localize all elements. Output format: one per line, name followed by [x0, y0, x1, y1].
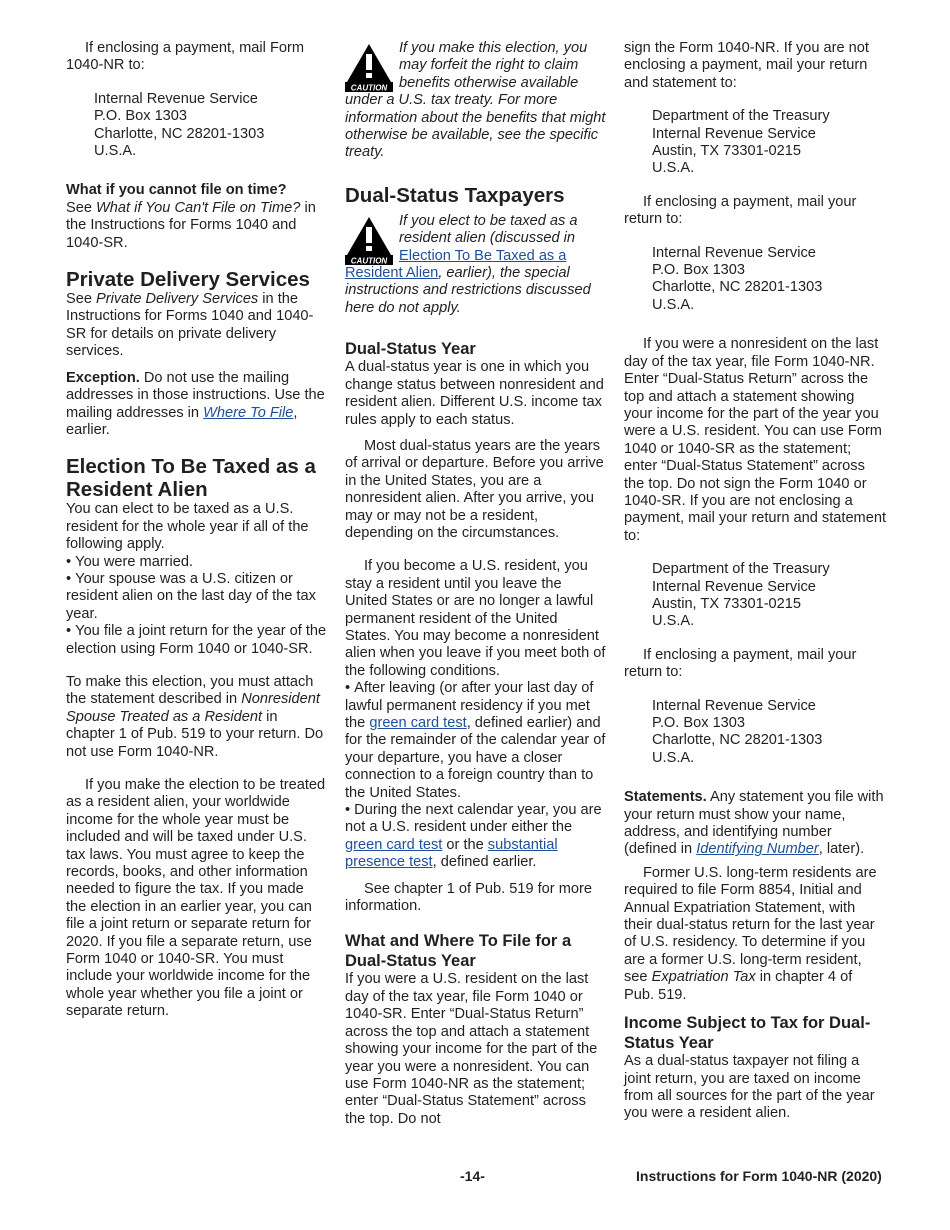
- address-line: Internal Revenue Service: [652, 578, 816, 595]
- address-line: U.S.A.: [652, 296, 695, 313]
- italic-ref: What if You Can't File on Time?: [96, 199, 301, 216]
- caution-icon: [345, 42, 393, 92]
- italic-ref: Expatriation Tax: [651, 969, 756, 986]
- pds-paragraph: [66, 291, 328, 361]
- address-line: U.S.A.: [652, 613, 695, 630]
- address-line: U.S.A.: [652, 160, 695, 177]
- heading-private-delivery: Private Delivery Services: [66, 268, 310, 292]
- address-line: U.S.A.: [652, 749, 695, 766]
- bullet-text: Your spouse was a U.S. citizen or resident alien on the last day of the tax year.: [66, 570, 316, 622]
- bullet-text: , defined earlier) and for the remainder of the calendar year of your departure, you have a closer connection to a foreign country than to the United States.: [345, 715, 606, 801]
- address-line: Internal Revenue Service: [652, 125, 816, 142]
- where-to-file-link[interactable]: Where To File: [203, 404, 294, 421]
- caution-elect: [345, 213, 607, 317]
- text: To make this election, you must attach the statement described in: [66, 673, 314, 708]
- list-item: • After leaving (or after your last day of lawful permanent residency if you met the green card test, defined earlier) and for the remainder of the calendar year of your departure, you have a closer connection to a foreign country than to the United States.: [345, 680, 606, 801]
- exception-runin: Exception.: [66, 369, 140, 386]
- nonresident-paragraph: If you were a nonresident on the last day of the tax year, file Form 1040-NR. Enter “Dual-Status Return” across the top and attach a statement showing your income for the part of the year you were a U.S. resident. You can use Form 1040 or 1040-SR as the statement; enter “Dual-Status Statement” across the top. Do not sign the Form 1040 or 1040-SR. If you are not enclosing a payment, mail your return and statement to:: [624, 336, 887, 544]
- text: , earlier.: [66, 404, 298, 438]
- text: , later).: [818, 841, 865, 858]
- green-card-test-link[interactable]: green card test: [345, 836, 443, 853]
- bullet-text: After leaving (or after your last day of lawful permanent residency if you met the: [345, 680, 594, 731]
- election-intro: You can elect to be taxed as a U.S. resident for the whole year if all of the following apply.: [66, 501, 309, 553]
- text: If you elect to be taxed as a resident alien (discussed in: [399, 212, 578, 247]
- green-card-test-link[interactable]: green card test: [369, 715, 467, 731]
- election-link[interactable]: Election To Be Taxed as a Resident Alien: [345, 247, 567, 282]
- page-number: -14-: [460, 1168, 485, 1184]
- italic-ref: Nonresident Spouse Treated as a Resident: [66, 691, 320, 725]
- irs-address-1: [94, 91, 328, 161]
- address-line: P.O. Box 1303: [652, 262, 746, 279]
- dsy-paragraph-1: A dual-status year is one in which you change status between nonresident and resident alien. Different U.S. income tax rules apply to each status.: [345, 359, 604, 428]
- income-paragraph: As a dual-status taxpayer not filing a joint return, you are taxed on income from all sources for the part of the year you were a resident alien.: [624, 1053, 875, 1122]
- caution-label: CAUTION: [350, 83, 388, 92]
- address-line: P.O. Box 1303: [94, 108, 188, 125]
- payment-paragraph-2: If enclosing a payment, mail your return to:: [624, 646, 857, 681]
- bullet-text: You file a joint return for the year of the election using Form 1040 or 1040-SR.: [66, 623, 327, 657]
- address-line: Department of the Treasury: [652, 108, 830, 125]
- make-election-paragraph: [66, 674, 328, 761]
- caution-text: If you make this election, you may forfeit the right to claim benefits otherwise available under a U.S. tax treaty. For more information about the benefits that might otherwise be available, see the specific treaty.: [345, 40, 606, 161]
- address-line: Internal Revenue Service: [94, 90, 258, 107]
- address-line: Internal Revenue Service: [652, 697, 816, 714]
- list-item: • During the next calendar year, you are not a U.S. resident under either the green card test or the substantial presence test, defined earlier.: [345, 802, 602, 871]
- text: in chapter 1 of Pub. 519 to your return. Do not use Form 1040-NR.: [66, 708, 324, 760]
- treasury-address-2: [652, 561, 886, 631]
- heading-dual-status-taxpayers: Dual-Status Taxpayers: [345, 183, 565, 207]
- treasury-address-1: [652, 108, 886, 178]
- caution-label: CAUTION: [350, 256, 388, 265]
- address-line: Austin, TX 73301-0215: [652, 595, 802, 612]
- heading-dual-status-year: Dual-Status Year: [345, 340, 476, 359]
- former-residents-paragraph: [624, 865, 886, 1004]
- exception-paragraph: [66, 370, 328, 440]
- list-item: • You were married.: [66, 553, 194, 570]
- late-filing-paragraph: [66, 182, 328, 252]
- see-pub519: See chapter 1 of Pub. 519 for more information.: [345, 880, 592, 915]
- heading-election: Election To Be Taxed as a Resident Alien: [66, 455, 316, 502]
- text: Former U.S. long-term residents are required to file Form 8854, Initial and Annual Expatriation Statement, with their dual-status return for the last year of U.S. residency. To determine if you are a former U.S. long-term resident, see: [624, 864, 877, 986]
- bullet-text: You were married.: [75, 553, 194, 570]
- address-line: U.S.A.: [94, 143, 137, 160]
- bullet-text: During the next calendar year, you are not a U.S. resident under either the: [345, 802, 602, 836]
- address-line: Department of the Treasury: [652, 561, 830, 578]
- irs-address-2: [652, 245, 886, 315]
- text: in the Instructions for Forms 1040 and 1040-SR for details on private delivery services.: [66, 291, 314, 360]
- statements-paragraph: [624, 789, 886, 859]
- irs-address-3: [652, 698, 886, 768]
- column-3: [624, 40, 886, 1123]
- mail-intro: If enclosing a payment, mail Form 1040-NR to:: [66, 40, 304, 74]
- address-line: Charlotte, NC 28201-1303: [94, 125, 265, 142]
- caution-treaty: [345, 40, 607, 162]
- identifying-number-link[interactable]: Identifying Number: [696, 841, 819, 858]
- text: in the Instructions for Forms 1040 and 1040-SR.: [66, 199, 316, 251]
- text: See: [66, 291, 97, 308]
- heading-income-subject: Income Subject to Tax for Dual-Status Year: [624, 1014, 871, 1053]
- substantial-presence-test-link[interactable]: substantial presence test: [345, 836, 558, 871]
- heading-what-where-file: What and Where To File for a Dual-Status Year: [345, 932, 572, 971]
- address-line: Charlotte, NC 28201-1303: [652, 279, 823, 296]
- text: , earlier), the special instructions and restrictions discussed here do not apply.: [345, 265, 591, 316]
- dsy-paragraph-2: Most dual-status years are the years of arrival or departure. Before you arrive in the United States, you are a nonresident alien. After you arrive, you may or may not be a resident, depending on the circumstances.: [345, 437, 604, 541]
- address-line: P.O. Box 1303: [652, 715, 746, 731]
- payment-paragraph-1: If enclosing a payment, mail your return to:: [624, 193, 857, 228]
- caution-icon: [345, 215, 393, 265]
- address-line: Charlotte, NC 28201-1303: [652, 732, 823, 749]
- text: in chapter 4 of Pub. 519.: [624, 969, 853, 1003]
- column-2: [345, 40, 607, 1128]
- list-item: • Your spouse was a U.S. citizen or resident alien on the last day of the tax year.: [66, 570, 316, 622]
- column-1: [66, 40, 328, 1021]
- footer-title: Instructions for Form 1040-NR (2020): [636, 1168, 882, 1184]
- bullet-text: , defined earlier.: [432, 854, 537, 871]
- statements-runin: Statements.: [624, 789, 707, 806]
- late-filing-runin: What if you cannot file on time?: [66, 182, 287, 199]
- what-where-paragraph: If you were a U.S. resident on the last day of the tax year, file Form 1040 or 1040-SR. Enter “Dual-Status Return” across the top and attach a statement showing your income for the part of the year you were a nonresident. You can use Form 1040-NR as the statement; enter “Dual-Status Statement” across the top. Do not: [345, 971, 598, 1127]
- dsy-paragraph-3: If you become a U.S. resident, you stay a resident until you leave the United States or are no longer a lawful permanent resident of the United States. You may become a nonresident alien when you leave if you meet both of the following conditions.: [345, 558, 606, 679]
- address-line: Austin, TX 73301-0215: [652, 143, 802, 160]
- italic-ref: Private Delivery Services: [96, 291, 259, 308]
- continued-paragraph: sign the Form 1040-NR. If you are not enclosing a payment, mail your return and statement to:: [624, 40, 869, 91]
- text: Do not use the mailing addresses in those instructions. Use the mailing addresses in: [66, 369, 325, 421]
- text: Any statement you file with your return must show your name, address, and identifying number (defined in: [624, 789, 884, 858]
- text: See: [66, 199, 97, 216]
- bullet-text: or the: [442, 836, 488, 853]
- list-item: • You file a joint return for the year of the election using Form 1040 or 1040-SR.: [66, 623, 327, 657]
- if-make-election-paragraph: If you make the election to be treated as a resident alien, your worldwide income for the whole year must be included and will be taxed under U.S. tax laws. You must agree to keep the records, books, and other information needed to figure the tax. If you made the election in an earlier year, you can file a joint return or separate return for 2020. If you file a separate return, use Form 1040 or 1040-SR. You must include your worldwide income for the whole year whether you file a joint or separate return.: [66, 777, 326, 1020]
- address-line: Internal Revenue Service: [652, 244, 816, 261]
